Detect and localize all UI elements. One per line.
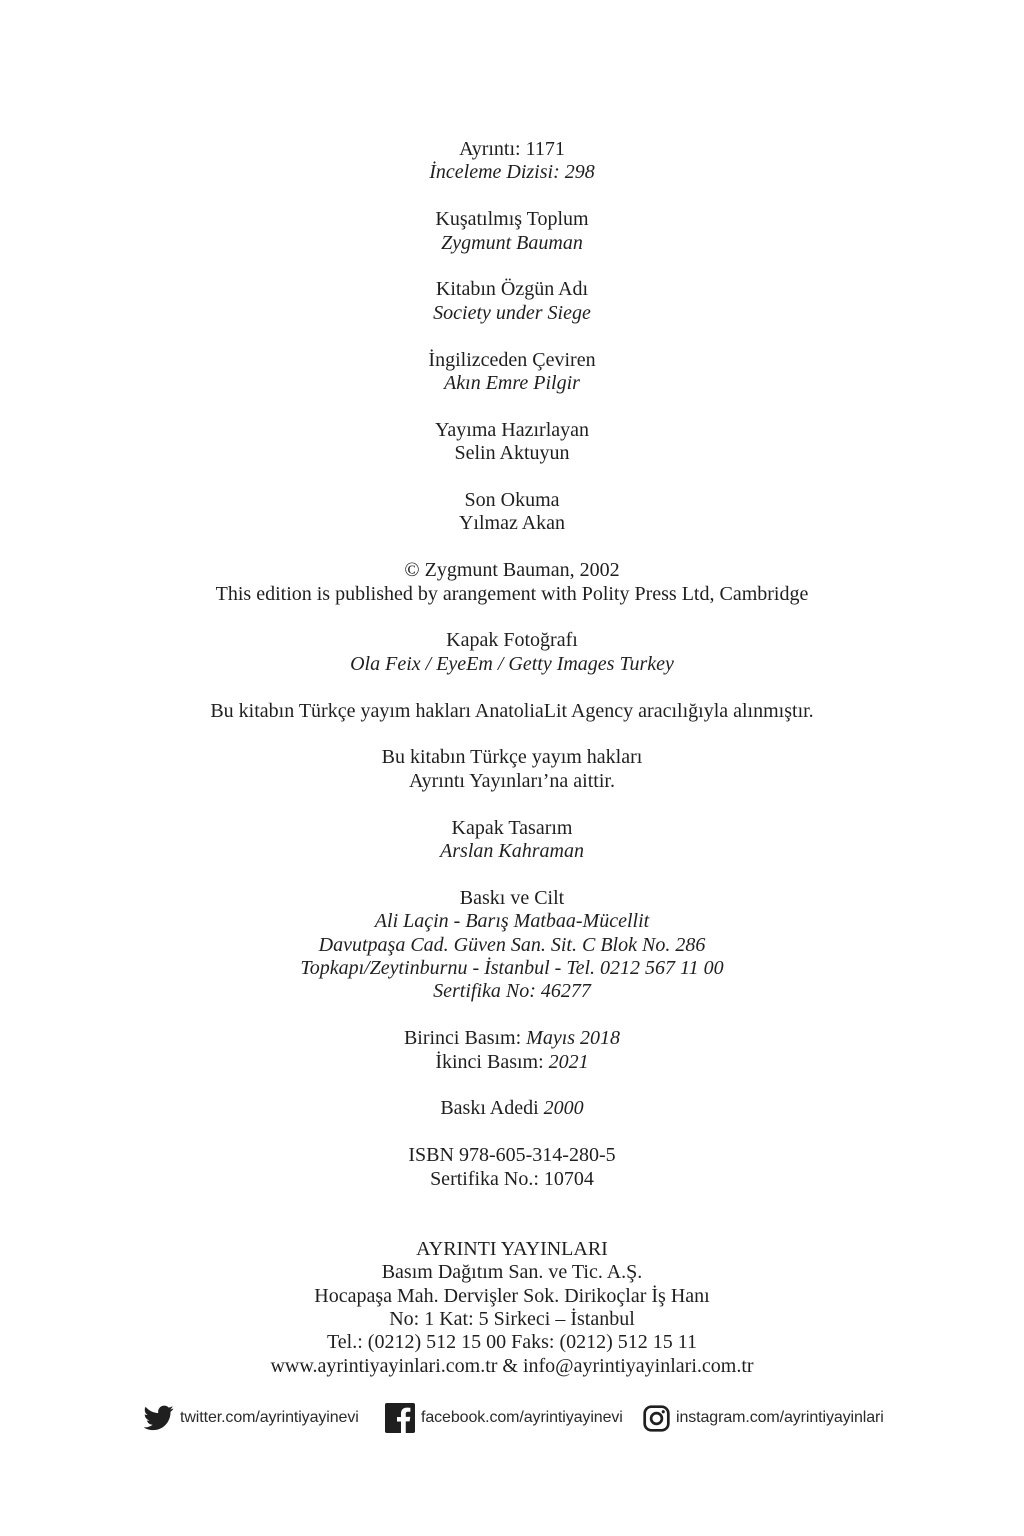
translator-name: Akın Emre Pilgir bbox=[444, 372, 580, 395]
proofreader-label: Son Okuma bbox=[464, 489, 560, 512]
cover-photo-credit: Ola Feix / EyeEm / Getty Images Turkey bbox=[350, 652, 674, 675]
original-title-value: Society under Siege bbox=[433, 301, 591, 324]
print-run-label: Baskı Adedi bbox=[440, 1097, 539, 1120]
instagram-camera-icon bbox=[643, 1405, 670, 1432]
second-edition-date: 2021 bbox=[548, 1050, 589, 1073]
print-run-line bbox=[0, 1097, 1024, 1120]
printing-block bbox=[0, 887, 1024, 1004]
isbn-line: ISBN 978-605-314-280-5 bbox=[408, 1144, 616, 1167]
publisher-address-line1: Hocapaşa Mah. Dervişler Sok. Dirikoçlar İş Hanı bbox=[314, 1284, 710, 1307]
cover-design-block bbox=[0, 817, 1024, 864]
rights-owner-line2: Ayrıntı Yayınları’na aittir. bbox=[409, 769, 615, 792]
isbn-block bbox=[0, 1144, 1024, 1191]
printer-name: Ali Laçin - Barış Matbaa-Mücellit bbox=[374, 910, 650, 933]
cover-photo-label: Kapak Fotoğrafı bbox=[446, 629, 578, 652]
proofreader-block bbox=[0, 489, 1024, 536]
editor-name: Selin Aktuyun bbox=[454, 442, 570, 465]
twitter-link[interactable] bbox=[144, 1398, 359, 1438]
printer-address-line2: Topkapı/Zeytinburnu - İstanbul - Tel. 0212 567 11 00 bbox=[300, 957, 724, 980]
translator-label: İngilizceden Çeviren bbox=[428, 348, 596, 371]
facebook-link[interactable] bbox=[385, 1398, 623, 1438]
editions-block bbox=[0, 1027, 1024, 1074]
rights-agency-line: Bu kitabın Türkçe yayım hakları AnatoliaLit Agency aracılığıyla alınmıştır. bbox=[210, 699, 814, 722]
first-edition-line bbox=[0, 1027, 1024, 1050]
facebook-handle: facebook.com/ayrintiyayinevi bbox=[421, 1409, 623, 1426]
series-subtitle: İnceleme Dizisi: 298 bbox=[429, 161, 595, 184]
social-links bbox=[0, 1398, 1024, 1438]
cover-designer-name: Arslan Kahraman bbox=[440, 840, 584, 863]
rights-owner-block bbox=[0, 746, 1024, 793]
first-edition-date: Mayıs 2018 bbox=[526, 1027, 621, 1050]
proofreader-name: Yılmaz Akan bbox=[458, 512, 566, 535]
copyright-line: © Zygmunt Bauman, 2002 bbox=[404, 559, 620, 582]
series-block bbox=[0, 138, 1024, 185]
publisher-company: Basım Dağıtım San. ve Tic. A.Ş. bbox=[381, 1261, 643, 1284]
printer-certificate: Sertifika No: 46277 bbox=[433, 980, 591, 1003]
second-edition-line bbox=[0, 1051, 1024, 1074]
cover-design-label: Kapak Tasarım bbox=[451, 816, 573, 839]
publisher-block bbox=[0, 1238, 1024, 1378]
rights-agency-block bbox=[0, 700, 1024, 723]
publisher-name: AYRINTI YAYINLARI bbox=[416, 1237, 608, 1260]
publisher-certificate-line: Sertifika No.: 10704 bbox=[430, 1167, 594, 1190]
first-edition-label: Birinci Basım: bbox=[403, 1027, 522, 1050]
printer-address-line1: Davutpaşa Cad. Güven San. Sit. C Blok No. 286 bbox=[318, 933, 706, 956]
original-title-block bbox=[0, 278, 1024, 325]
copyright-block bbox=[0, 559, 1024, 606]
instagram-handle: instagram.com/ayrintiyayinlari bbox=[676, 1409, 884, 1426]
publisher-phone-fax: Tel.: (0212) 512 15 00 Faks: (0212) 512 15 11 bbox=[326, 1331, 698, 1354]
series-number: Ayrıntı: 1171 bbox=[459, 138, 565, 160]
book-block bbox=[0, 208, 1024, 255]
cover-photo-block bbox=[0, 629, 1024, 676]
editor-label: Yayıma Hazırlayan bbox=[434, 418, 590, 441]
print-run-block bbox=[0, 1097, 1024, 1120]
rights-owner-line1: Bu kitabın Türkçe yayım hakları bbox=[381, 746, 643, 769]
edition-arrangement-line: This edition is published by arangement with Polity Press Ltd, Cambridge bbox=[215, 582, 809, 605]
print-run-value: 2000 bbox=[543, 1097, 584, 1120]
publisher-address-line2: No: 1 Kat: 5 Sirkeci – İstanbul bbox=[389, 1308, 635, 1331]
book-author: Zygmunt Bauman bbox=[441, 231, 583, 254]
colophon-content bbox=[0, 138, 1024, 1378]
book-title: Kuşatılmış Toplum bbox=[435, 208, 589, 231]
original-title-label: Kitabın Özgün Adı bbox=[435, 278, 589, 301]
printing-label: Baskı ve Cilt bbox=[459, 886, 565, 909]
second-edition-label: İkinci Basım: bbox=[435, 1050, 544, 1073]
facebook-f-icon bbox=[385, 1403, 415, 1433]
twitter-handle: twitter.com/ayrintiyayinevi bbox=[180, 1409, 359, 1426]
translator-block bbox=[0, 349, 1024, 396]
publisher-web-email: www.ayrintiyayinlari.com.tr & info@ayrintiyayinlari.com.tr bbox=[270, 1354, 754, 1377]
twitter-bird-icon bbox=[144, 1405, 174, 1431]
editor-block bbox=[0, 419, 1024, 466]
instagram-link[interactable] bbox=[643, 1398, 884, 1438]
